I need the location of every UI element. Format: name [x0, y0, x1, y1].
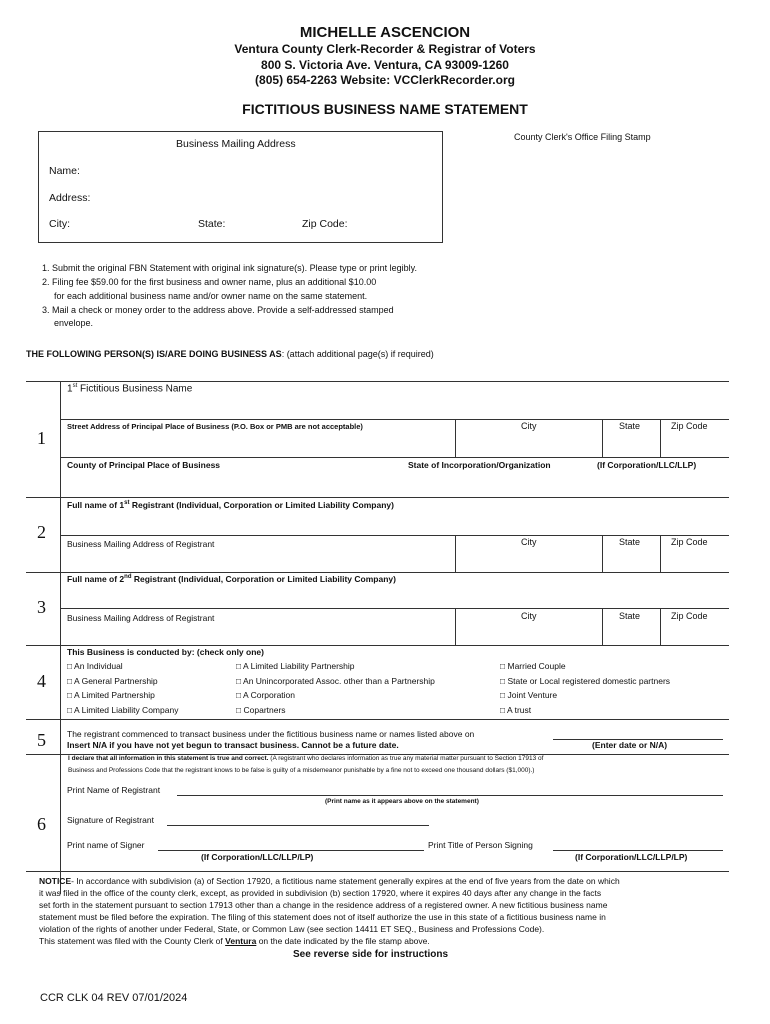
grid-line	[660, 608, 661, 645]
checkbox-trust[interactable]: □ A trust	[500, 705, 532, 715]
grid-line	[26, 497, 729, 498]
enter-date-label: (Enter date or N/A)	[592, 740, 668, 750]
registrant-2-mailing-field[interactable]: Business Mailing Address of Registrant	[67, 613, 215, 623]
grid-line	[602, 608, 603, 645]
checkbox-corporation[interactable]: □ A Corporation	[236, 690, 296, 700]
grid-line	[26, 719, 729, 720]
checkbox-llp[interactable]: □ A Limited Liability Partnership	[236, 661, 355, 671]
s1-state-field[interactable]: State	[619, 421, 641, 431]
grid-line	[660, 419, 661, 457]
grid-line	[26, 871, 729, 872]
s3-city-field[interactable]: City	[521, 611, 537, 621]
mailing-address-field[interactable]: Address:	[49, 192, 91, 204]
checkbox-married-couple[interactable]: □ Married Couple	[500, 661, 566, 671]
s2-city-field[interactable]: City	[521, 537, 537, 547]
section-number-2: 2	[37, 522, 46, 542]
signer-if-corporation-note: (If Corporation/LLC/LLP/LP)	[201, 852, 314, 862]
print-name-registrant-label: Print Name of Registrant	[67, 785, 161, 795]
mailing-box-heading: Business Mailing Address	[176, 138, 296, 150]
grid-line	[60, 535, 729, 536]
s3-state-field[interactable]: State	[619, 611, 641, 621]
print-name-signer-line[interactable]	[158, 850, 424, 851]
checkbox-general-partnership[interactable]: □ A General Partnership	[67, 676, 158, 686]
s2-zip-field[interactable]: Zip Code	[671, 537, 708, 547]
section-number-4: 4	[37, 671, 46, 691]
form-revision-code: CCR CLK 04 REV 07/01/2024	[40, 992, 188, 1004]
section-number-3: 3	[37, 597, 46, 617]
print-name-note: (Print name as it appears above on the statement)	[325, 798, 479, 805]
mailing-zip-field[interactable]: Zip Code:	[302, 218, 348, 230]
print-name-registrant-line[interactable]	[177, 795, 723, 796]
grid-line	[60, 419, 729, 420]
registrant-2-name-field[interactable]: Full name of 2nd Registrant (Individual, Corporation or Limited Liability Company)	[67, 574, 396, 584]
grid-line	[26, 645, 729, 646]
street-address-field[interactable]: Street Address of Principal Place of Business (P.O. Box or PMB are not acceptable)	[67, 422, 363, 431]
checkbox-joint-venture[interactable]: □ Joint Venture	[500, 690, 558, 700]
declaration-line-2: Business and Professions Code that the registrant knows to be false is guilty of a misdemeanor punishable by a fine not to exceed one thousand dollars ($1,000).)	[68, 767, 535, 774]
agency-office: Ventura County Clerk-Recorder & Registrar of Voters	[234, 42, 536, 56]
s1-if-corporation-note: (If Corporation/LLC/LLP)	[597, 460, 697, 470]
signature-registrant-label: Signature of Registrant	[67, 815, 154, 825]
form-title: FICTITIOUS BUSINESS NAME STATEMENT	[242, 101, 528, 117]
fictitious-business-name-field[interactable]: 1st Fictitious Business Name	[67, 383, 193, 395]
notice-filed-statement: This statement was filed with the County Clerk of Ventura on the date indicated by the file stamp above.	[39, 936, 430, 946]
agency-phone-website: (805) 654-2263 Website: VCClerkRecorder.org	[255, 73, 515, 87]
filing-stamp-label: County Clerk's Office Filing Stamp	[514, 132, 651, 142]
section-number-6: 6	[37, 814, 46, 834]
instruction-3-cont: envelope.	[54, 318, 94, 328]
checkbox-limited-partnership[interactable]: □ A Limited Partnership	[67, 690, 155, 700]
mailing-state-field[interactable]: State:	[198, 218, 226, 230]
see-reverse-note: See reverse side for instructions	[293, 949, 449, 960]
grid-line	[26, 381, 729, 382]
print-name-signer-label: Print name of Signer	[67, 840, 145, 850]
instruction-1: 1. Submit the original FBN Statement with original ink signature(s). Please type or print legibly.	[42, 263, 418, 273]
grid-line	[60, 457, 729, 458]
checkbox-individual[interactable]: □ An Individual	[67, 661, 123, 671]
commence-date-instruction: Insert N/A if you have not yet begun to transact business. Cannot be a future date.	[67, 740, 399, 750]
grid-line	[455, 419, 456, 457]
s3-zip-field[interactable]: Zip Code	[671, 611, 708, 621]
checkbox-copartners[interactable]: □ Copartners	[236, 705, 286, 715]
grid-line	[26, 572, 729, 573]
county-principal-place-field[interactable]: County of Principal Place of Business	[67, 460, 221, 470]
checkbox-unincorporated-assoc[interactable]: □ An Unincorporated Assoc. other than a Partnership	[236, 676, 435, 686]
agency-address: 800 S. Victoria Ave. Ventura, CA 93009-1260	[261, 58, 509, 72]
instruction-2: 2. Filing fee $59.00 for the first business and owner name, plus an additional $10.00	[42, 277, 377, 287]
grid-line	[660, 535, 661, 572]
s1-city-field[interactable]: City	[521, 421, 537, 431]
notice-line-5: violation of the rights of another under Federal, State, or Common Law (see section 14411 ET SEQ., Business and Professions Code).	[39, 924, 545, 934]
checkbox-llc[interactable]: □ A Limited Liability Company	[67, 705, 179, 715]
print-title-label: Print Title of Person Signing	[428, 840, 533, 850]
persons-heading: THE FOLLOWING PERSON(S) IS/ARE DOING BUSINESS AS: (attach additional page(s) if required)	[26, 349, 434, 359]
grid-line	[455, 608, 456, 645]
notice-line-2: it was filed in the office of the county clerk, except, as provided in subdivision (b) section 17920, where it expires 40 days after any change in the facts	[39, 888, 602, 898]
notice-line-1: NOTICE- In accordance with subdivision (a) of Section 17920, a fictitious name statement generally expires at the end of five years from the date on which	[39, 876, 620, 886]
grid-line	[602, 419, 603, 457]
instruction-3: 3. Mail a check or money order to the address above. Provide a self-addressed stamped	[42, 305, 394, 315]
s1-zip-field[interactable]: Zip Code	[671, 421, 708, 431]
grid-line	[602, 535, 603, 572]
print-title-line[interactable]	[553, 850, 723, 851]
s2-state-field[interactable]: State	[619, 537, 641, 547]
notice-line-3: set forth in the statement pursuant to section 17913 other than a change in the residence address of a registered owner. A new fictitious business name	[39, 900, 608, 910]
commence-date-statement: The registrant commenced to transact business under the fictitious business name or names listed above on	[67, 729, 475, 739]
state-of-incorporation-field[interactable]: State of Incorporation/Organization	[408, 460, 551, 470]
mailing-city-field[interactable]: City:	[49, 218, 70, 230]
section-number-1: 1	[37, 428, 46, 448]
title-if-corporation-note: (If Corporation/LLC/LLP/LP)	[575, 852, 688, 862]
business-conducted-by-heading: This Business is conducted by: (check only one)	[67, 647, 264, 657]
mailing-name-field[interactable]: Name:	[49, 165, 80, 177]
registrant-1-mailing-field[interactable]: Business Mailing Address of Registrant	[67, 539, 215, 549]
notice-line-4: statement must be filed before the expiration. The filing of this statement does not of itself authorize the use in this state of a fictitious business name in	[39, 912, 606, 922]
signature-registrant-line[interactable]	[167, 825, 429, 826]
grid-line	[60, 608, 729, 609]
grid-line	[455, 535, 456, 572]
registrant-1-name-field[interactable]: Full name of 1st Registrant (Individual, Corporation or Limited Liability Company)	[67, 500, 394, 510]
instruction-2-cont: for each additional business name and/or owner name on the same statement.	[54, 291, 368, 301]
section-number-5: 5	[37, 730, 46, 750]
checkbox-domestic-partners[interactable]: □ State or Local registered domestic partners	[500, 676, 671, 686]
declaration-line-1: I declare that all information in this statement is true and correct. (A registrant who declares information as true any material matter pursuant to Section 17913 of	[68, 755, 544, 762]
agency-head-name: MICHELLE ASCENCION	[299, 24, 471, 41]
